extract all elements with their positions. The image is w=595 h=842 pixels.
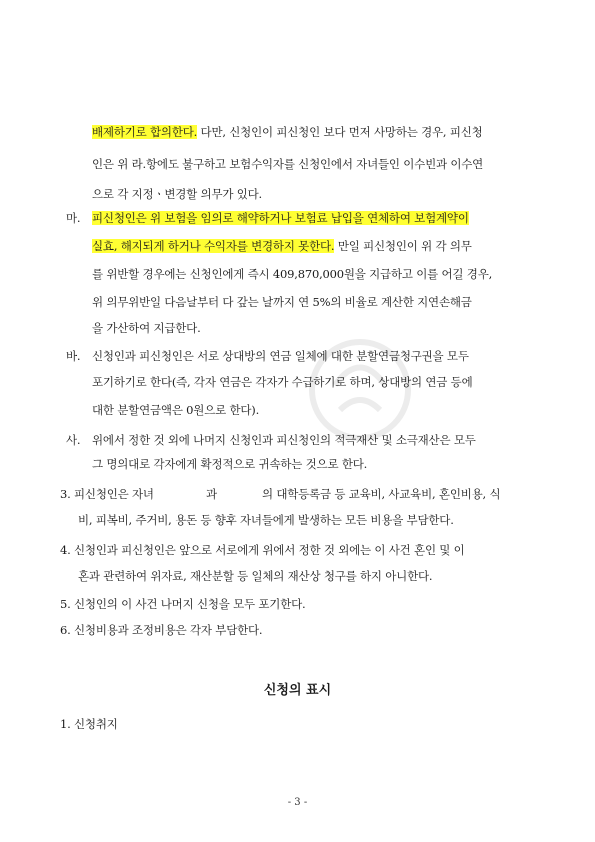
page-number: - 3 - [287, 797, 308, 808]
item-sa-line-1: 위에서 정한 것 외에 나머지 신청인과 피신청인의 적극재산 및 소극재산은 모두 [92, 433, 476, 447]
item-ma-line-2-text: 만일 피신청인이 위 각 의무 [334, 239, 472, 253]
p1-line-3: 으로 각 지정ㆍ변경할 의무가 있다. [92, 187, 263, 201]
item-ma-line-1 [92, 210, 469, 226]
item-4-line-2: 혼과 관련하여 위자료, 재산분할 등 일체의 재산상 청구를 하지 아니한다. [78, 569, 433, 583]
p1-line-2: 인은 위 라.항에도 불구하고 보험수익자를 신청인에서 자녀들인 이수빈과 이수연 [92, 157, 484, 171]
item-sa-line-2: 그 명의대로 각자에게 확정적으로 귀속하는 것으로 한다. [92, 457, 368, 471]
item-5: 5. 신청인의 이 사건 나머지 신청을 모두 포기한다. [60, 597, 306, 611]
section-title: 신청의 표시 [263, 683, 332, 698]
item-ba-line-2: 포기하기로 한다(즉, 각자 연금은 각자가 수급하기로 하며, 상대방의 연금 등에 [92, 375, 473, 389]
item-3-line-2: 비, 피복비, 주거비, 용돈 등 향후 자녀들에게 발생하는 모든 비용을 부담한다. [78, 513, 454, 527]
item-ma-line-3: 를 위반할 경우에는 신청인에게 즉시 409,870,000원을 지급하고 이를 어길 경우, [92, 267, 493, 281]
p1-line-1-text: 다만, 신청인이 피신청인 보다 먼저 사망하는 경우, 피신청 [197, 125, 483, 139]
p1-highlight: 배제하기로 합의한다. [92, 125, 198, 139]
sub-item-1: 1. 신청취지 [60, 717, 118, 731]
item-ma-marker: 마. [66, 211, 81, 225]
item-sa-marker: 사. [66, 433, 81, 447]
item-6: 6. 신청비용과 조정비용은 각자 부담한다. [60, 623, 263, 637]
item-3-line-1a: 3. 피신청인은 자녀 [60, 487, 154, 501]
item-4-line-1: 4. 신청인과 피신청인은 앞으로 서로에게 위에서 정한 것 외에는 이 사건 혼인 및 이 [60, 543, 465, 557]
item-ma-line-4: 위 의무위반일 다음날부터 다 갚는 날까지 연 5%의 비율로 계산한 지연손해금 [92, 295, 472, 309]
p1-line-1 [92, 124, 483, 140]
item-ma-line-2 [92, 238, 472, 254]
item-ma-highlight-2: 실효, 해지되게 하거나 수익자를 변경하지 못한다. [92, 239, 335, 253]
item-ma-line-5: 을 가산하여 지급한다. [92, 321, 201, 335]
item-3-line-1c: 의 대학등록금 등 교육비, 사교육비, 혼인비용, 식 [262, 487, 501, 501]
item-ba-line-1: 신청인과 피신청인은 서로 상대방의 연금 일체에 대한 분할연금청구권을 모두 [92, 349, 469, 363]
item-ba-line-3: 대한 분할연금액은 0원으로 한다). [92, 403, 260, 417]
item-ba-marker: 바. [66, 349, 81, 363]
item-ma-highlight-1: 피신청인은 위 보험을 임의로 해약하거나 보험료 납입을 연체하여 보험계약이 [92, 211, 469, 225]
item-3-line-1b: 과 [206, 487, 217, 501]
